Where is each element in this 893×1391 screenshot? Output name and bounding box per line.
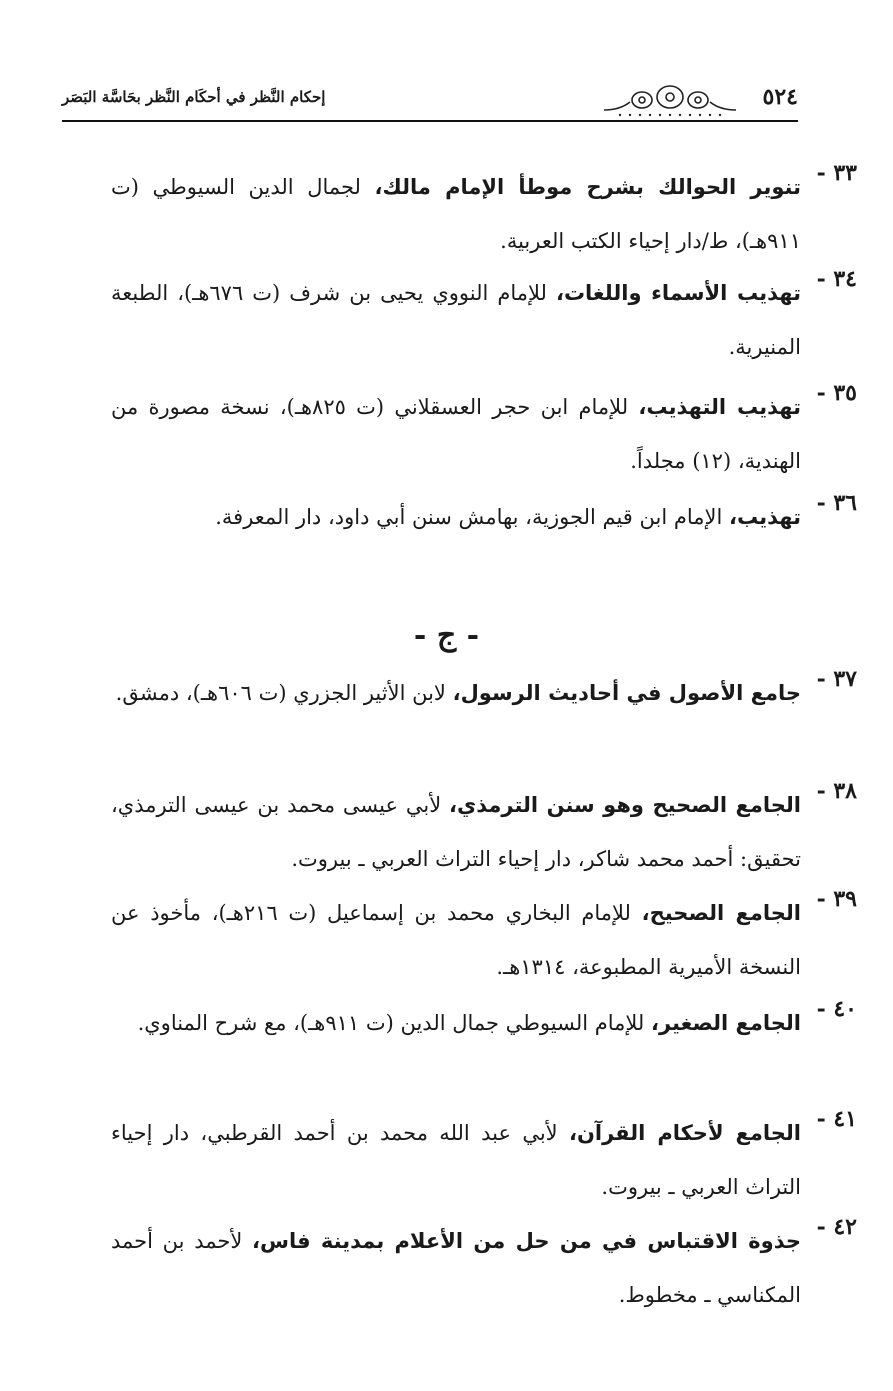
entry-title: جذوة الاقتباس في من حل من الأعلام بمدينة فاس، bbox=[252, 1229, 801, 1253]
entry-details: لأبي عيسى محمد بن عيسى الترمذي، تحقيق: أحمد محمد شاكر، دار إحياء التراث العربي ـ بيروت. bbox=[111, 793, 801, 871]
entry-text bbox=[111, 1214, 801, 1322]
entry-text bbox=[111, 266, 801, 374]
entry-title: تهذيب الأسماء واللغات، bbox=[555, 281, 801, 305]
entry-text bbox=[111, 778, 801, 886]
bibliography-entry bbox=[111, 1106, 857, 1214]
entry-title: تنوير الحوالك بشرح موطأ الإمام مالك، bbox=[374, 175, 801, 199]
bibliography-entry bbox=[111, 778, 857, 886]
entry-text bbox=[111, 160, 801, 268]
bibliography-entry bbox=[111, 380, 857, 488]
section-heading: - ج - bbox=[413, 618, 480, 653]
bibliography-entry bbox=[111, 266, 857, 374]
entry-title: الجامع الصغير، bbox=[650, 1011, 801, 1035]
bibliography-entry bbox=[111, 666, 857, 720]
entry-title: تهذيب، bbox=[729, 505, 801, 529]
entry-number: ٣٩ - bbox=[816, 886, 857, 912]
entry-title: الجامع لأحكام القرآن، bbox=[568, 1121, 801, 1145]
entry-number: ٤٠ - bbox=[816, 996, 857, 1022]
entry-details: للإمام النووي يحيى بن شرف (ت ٦٧٦هـ)، الطبعة المنيرية. bbox=[111, 281, 801, 359]
entry-text bbox=[111, 490, 801, 544]
bibliography-entry bbox=[111, 160, 857, 268]
bibliography-entry bbox=[111, 1214, 857, 1322]
entry-details: للإمام ابن حجر العسقلاني (ت ٨٢٥هـ)، نسخة مصورة من الهندية، (١٢) مجلداً. bbox=[111, 395, 801, 473]
entry-number: ٣٥ - bbox=[816, 380, 857, 406]
entry-details: لأبي عبد الله محمد بن أحمد القرطبي، دار إحياء التراث العربي ـ بيروت. bbox=[111, 1121, 801, 1199]
bibliography-entry bbox=[111, 490, 857, 544]
entry-text bbox=[111, 996, 801, 1050]
entry-details: الإمام ابن قيم الجوزية، بهامش سنن أبي داود، دار المعرفة. bbox=[215, 505, 730, 529]
entry-number: ٣٨ - bbox=[816, 778, 857, 804]
page-header bbox=[62, 78, 798, 122]
entry-title: الجامع الصحيح وهو سنن الترمذي، bbox=[449, 793, 801, 817]
running-title: إحكام النَّظر في أحكَام النَّظر بحَاسَّة البَصَر bbox=[62, 88, 326, 106]
entry-number: ٣٧ - bbox=[816, 666, 857, 692]
entry-title: جامع الأصول في أحاديث الرسول، bbox=[452, 681, 801, 705]
entry-details: لابن الأثير الجزري (ت ٦٠٦هـ)، دمشق. bbox=[115, 681, 453, 705]
entry-number: ٤٢ - bbox=[816, 1214, 857, 1240]
entry-text bbox=[111, 886, 801, 994]
entry-title: تهذيب التهذيب، bbox=[638, 395, 801, 419]
bibliography-entry bbox=[111, 996, 857, 1050]
header-ornament-icon bbox=[600, 80, 740, 118]
entry-number: ٤١ - bbox=[816, 1106, 857, 1132]
entry-details: لأحمد بن أحمد المكناسي ـ مخطوط. bbox=[111, 1229, 801, 1307]
entry-details: لجمال الدين السيوطي (ت ٩١١هـ)، ط/دار إحياء الكتب العربية. bbox=[111, 175, 801, 253]
entry-details: للإمام البخاري محمد بن إسماعيل (ت ٢١٦هـ)، مأخوذ عن النسخة الأميرية المطبوعة، ١٣١٤هـ. bbox=[111, 901, 801, 979]
entry-number: ٣٣ - bbox=[816, 160, 857, 186]
entry-text bbox=[111, 1106, 801, 1214]
bibliography-entry bbox=[111, 886, 857, 994]
entry-text bbox=[111, 666, 801, 720]
entry-title: الجامع الصحيح، bbox=[641, 901, 801, 925]
page-number: ٥٢٤ bbox=[762, 84, 798, 110]
entry-number: ٣٤ - bbox=[816, 266, 857, 292]
entry-number: ٣٦ - bbox=[816, 490, 857, 516]
entry-text bbox=[111, 380, 801, 488]
entry-details: للإمام السيوطي جمال الدين (ت ٩١١هـ)، مع شرح المناوي. bbox=[137, 1011, 651, 1035]
